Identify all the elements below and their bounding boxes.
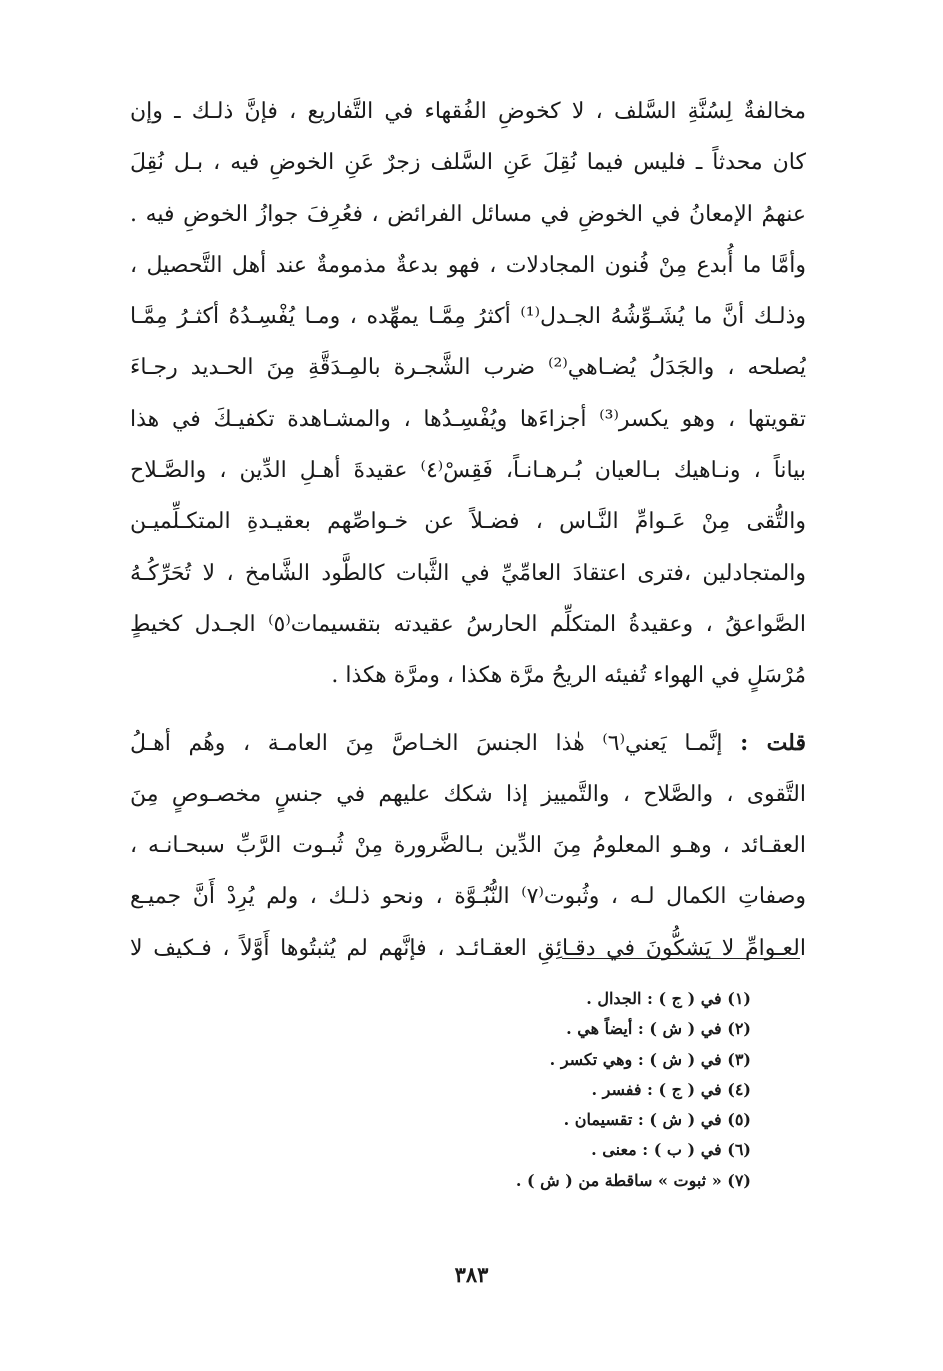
text-line-with-label (130, 718, 806, 769)
text-line: وصفاتِ الكمال لـه ، وثُبوت⁽٧⁾ النُّبُـوَّة ، ونحو ذلـك ، ولم يُرِدْ أَنَّ جميـع (130, 884, 806, 910)
text-line: عنهمُ الإمعانُ في الخوضِ في مسائل الفرائض ، فعُرِفَ جوازُ الخوضِ فيه . (130, 201, 806, 227)
text-line: التَّقوى ، والصَّلاح ، والتَّمييز إذا شكك عليهم في جنسٍ مخصـوصٍ مِنَ (130, 781, 806, 807)
text-line: يُصلحه ، والجَدَلُ يُضـاهي⁽²⁾ ضرب الشَّجـرة بالمِـدَقَّةِ مِنَ الحـديد رجـاءَ (130, 355, 806, 381)
footnote: (٧) « ثبوت » ساقطة من ( ش ) . (515, 1170, 751, 1190)
paragraph-2 (130, 718, 806, 974)
text-fragment: إنَّمـا يَعني⁽٦⁾ هٰذا الجنسَ الخـاصَّ مِنَ العامـة ، وهُم أهـلُ (130, 730, 741, 756)
footnotes (331, 984, 751, 1196)
paragraph-gap (130, 702, 806, 718)
footnote: (٢) في ( ش ) : أيضاً هي . (566, 1019, 751, 1039)
text-line: بياناً ، ونـاهيك بـالعيان بُـرهـانـاً، فَقِسْ⁽٤⁾ عقيدةَ أهـلِ الدِّين ، والصَّـلاح (130, 458, 806, 484)
paragraph-1 (130, 86, 806, 702)
paragraph-label: قلت : (740, 729, 806, 756)
text-line: والتُّقى مِنْ عَـوامِّ النَّـاس ، فضـلاً عن خـواصِّهم بعقيـدةِ المتكـلِّميـن (130, 509, 806, 535)
text-line: وأمَّا ما أُبدع مِنْ فُنون المجادلات ، فهو بدعةٌ مذمومةٌ عند أهل التَّحصيل ، (130, 252, 806, 278)
footnote-separator (562, 958, 800, 959)
text-line: مخالفةٌ لِسُنَّةِ السَّلف ، لا كخوضِ الفُقهاء في التَّفاريع ، فإنَّ ذلـك ـ وإن (130, 99, 806, 124)
text-line: العـوامِّ لا يَشكُّونَ في دقـائِقِ العقـائـد ، فإنَّهم لم يُثبتُوها أَوَّلاً ، فـكيف لا (130, 935, 806, 961)
footnote: (٣) في ( ش ) : وهي تكسر . (549, 1049, 751, 1069)
page-number: ٣٨٣ (454, 1262, 489, 1287)
text-line: العقـائد ، وهـو المعلومُ مِنَ الدِّين بـالضَّرورة مِنْ ثُبـوت الرَّبِّ سبحـانـه ، (130, 833, 806, 859)
footnote: (٦) في ( ب ) : معنى . (591, 1140, 751, 1160)
footnote: (٤) في ( ج ) : ففسر . (591, 1079, 751, 1099)
footnote: (٥) في ( ش ) : تقسيمان . (563, 1110, 751, 1130)
footnote: (١) في ( ج ) : الجدال . (586, 989, 751, 1008)
main-text-block (130, 86, 806, 974)
text-line: تقويتها ، وهو يكسر⁽³⁾ أجزاءَها ويُفْسِـدُها ، والمشـاهدة تكفيـكَ في هذا (130, 406, 806, 432)
text-line: كان محدثاً ـ فليس فيما نُقِلَ عَنِ السَّلف زجرٌ عَنِ الخوضِ فيه ، بـل نُقِلَ (130, 150, 806, 176)
text-line: مُرْسَلٍ في الهواء تُفيئه الريحُ مرَّة هكذا ، ومرَّة هكذا . (331, 663, 806, 689)
text-line: وذلـك أنَّ ما يُشَـوِّشُهُ الجـدل⁽¹⁾ أكثرُ مِمَّـا يمهِّده ، ومـا يُفْسِـدُهُ أكثـرُ مِمَّـا (130, 304, 806, 330)
text-line: والمتجادلين ،فترى اعتقادَ العامِّيِّ في الثَّبات كالطَّود الشَّامخ ، لا تُحَرِّكُـهُ (130, 560, 806, 586)
text-line: الصَّواعقُ ، وعقيدةُ المتكلِّم الحارسُ عقيدته بتقسيمات⁽٥⁾ الجـدل كخيطٍ (130, 611, 806, 637)
